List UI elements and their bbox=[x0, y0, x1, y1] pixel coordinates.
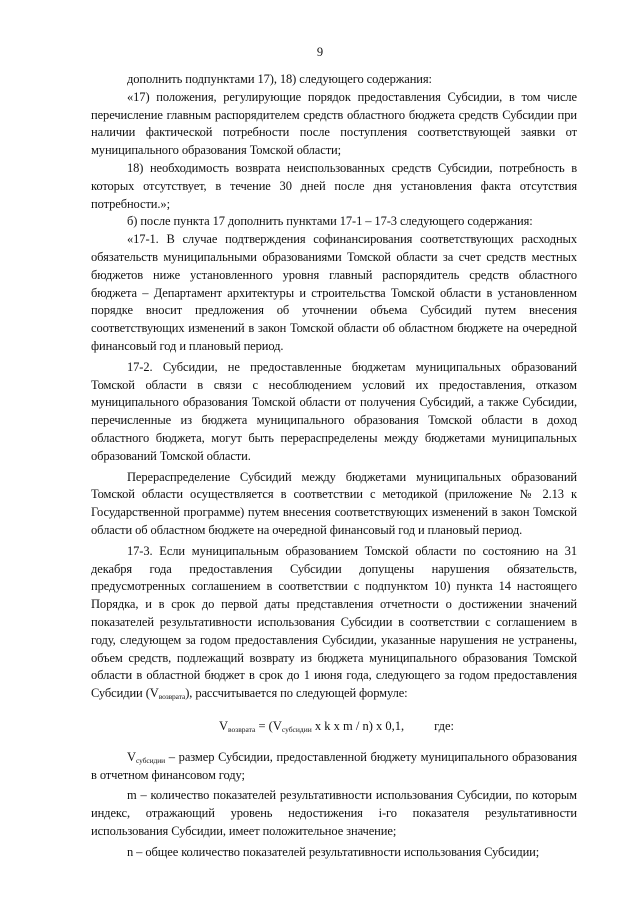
document-body bbox=[91, 71, 577, 862]
formula-eq-open: = (V bbox=[255, 718, 282, 733]
page-number: 9 bbox=[316, 45, 324, 59]
definition-v-subscript: субсидии bbox=[135, 755, 166, 765]
v-return-close: ), рассчитывается по следующей формуле: bbox=[185, 686, 408, 701]
definition-m: m – количество показателей результативности использования Субсидии, по которым индекс, отражающий уровень недостижения i-го показателя результативности использования Субсидии, имеет положительное значение; bbox=[91, 788, 577, 839]
paragraph: 17-2. Субсидии, не предоставленные бюджетам муниципальных образований Томской области в связи с несоблюдением условий их предоставления, отказом муниципального образования Томской области от получения Субсидий, а также Субсидии, перечисленные из бюджета муниципального образования Томской области в доход областного бюджета, могут быть перераспределены между бюджетами муниципальных образований Томской области. bbox=[91, 359, 577, 463]
definition-n: n – общее количество показателей результативности использования Субсидии; bbox=[127, 844, 540, 859]
paragraph: дополнить подпунктами 17), 18) следующего содержания: bbox=[127, 72, 432, 86]
definition-v-symbol: V bbox=[127, 749, 136, 764]
formula-mid-subscript: субсидии bbox=[281, 724, 312, 734]
paragraph: 18) необходимость возврата неиспользованных средств Субсидии, потребность в которых отсутствует, в течение 30 дней после дня установления факта отсутствия потребности.»; bbox=[91, 160, 577, 211]
paragraph: «17-1. В случае подтверждения софинансирования соответствующих расходных обязательств муниципальными образованиями Томской области за счет средств местных бюджетов ниже установленного уровня главный распорядитель средств областного бюджета – Департамент архитектуры и строительства Томской области в установленном порядке вносит предложения об уточнении объема Субсидий путем внесения соответствующих изменений в закон Томской области об областном бюджете на очередной финансовый год и плановый период. bbox=[91, 232, 577, 353]
paragraph: Перераспределение Субсидий между бюджетами муниципальных образований Томской области осуществляется в соответствии с методикой (приложение № 2.13 к Государственной программе) путем внесения соответствующих изменений в закон Томской области об областном бюджете на очередной финансовый год и плановый период. bbox=[91, 469, 577, 537]
formula-rest: x k x m / n) x 0,1, bbox=[311, 718, 405, 733]
paragraph-17-3 bbox=[91, 543, 577, 703]
v-return-subscript: возврата bbox=[158, 692, 186, 702]
formula bbox=[91, 717, 577, 735]
paragraph-text: 17-3. Если муниципальным образованием Томской области по состоянию на 31 декабря года предоставления Субсидии допущены нарушения обязательств, предусмотренных соглашением в соответствии с подпунктом 10) пункта 14 настоящего Порядка, и в срок до первой даты представления отчетности о достижении значений показателей результативности использования Субсидии в соответствии с соглашением в году, следующем за годом предоставления Субсидии, указанные нарушения не устранены, объем средств, подлежащий возврату из бюджета муниципального образования Томской области в областной бюджет в срок до 1 июня года, следующего за годом предоставления Субсидии bbox=[91, 543, 577, 701]
formula-lhs-subscript: возврата bbox=[228, 724, 256, 734]
definition-v bbox=[91, 749, 577, 785]
paragraph: «17) положения, регулирующие порядок предоставления Субсидии, в том числе перечисление главным распорядителем средств областного бюджета средств Субсидии при наличии фактической потребности после поступления соответствующей заявки от муниципального образования Томской области; bbox=[91, 89, 577, 158]
paragraph: б) после пункта 17 дополнить пунктами 17-1 – 17-3 следующего содержания: bbox=[127, 214, 533, 229]
formula-gde: где: bbox=[434, 718, 454, 733]
formula-lhs: V bbox=[219, 718, 229, 733]
definition-v-text: – размер Субсидии, предоставленной бюджету муниципального образования в отчетном финансовом году; bbox=[91, 749, 577, 782]
v-return-open: (V bbox=[145, 686, 159, 701]
